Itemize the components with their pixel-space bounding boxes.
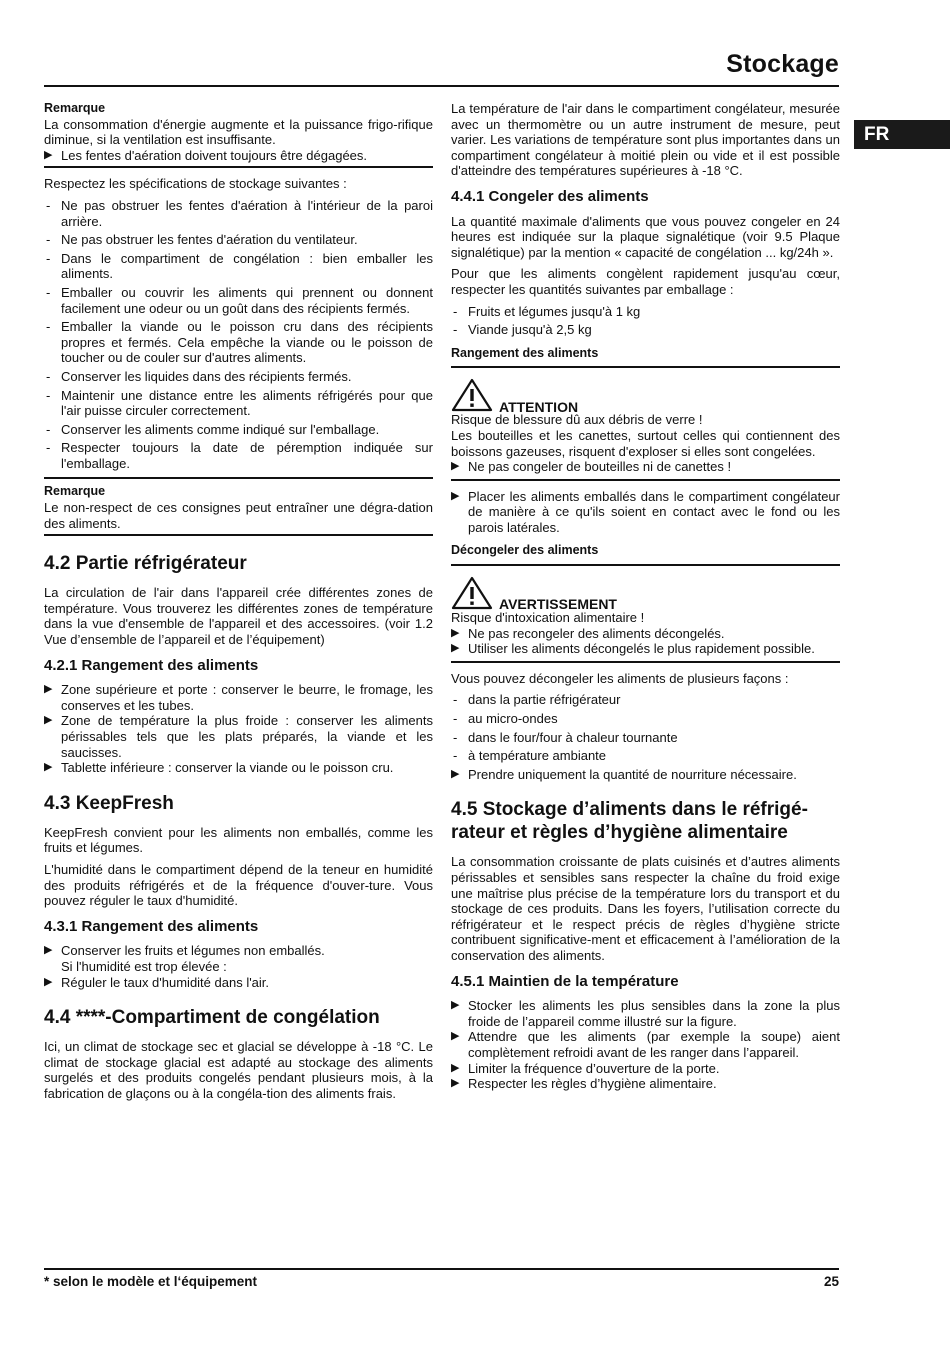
heading-4-4-1: 4.4.1 Congeler des aliments xyxy=(451,187,649,205)
list-item: ▶ Limiter la fréquence d’ouverture de la porte. xyxy=(451,1061,840,1077)
warning-title: ATTENTION xyxy=(499,398,579,415)
header-rule xyxy=(44,85,839,87)
note-ventilation xyxy=(44,101,433,168)
thaw-methods-list xyxy=(451,692,840,763)
list-item: - Conserver les aliments comme indiqué sur l'emballage. xyxy=(44,422,433,438)
paragraph: La température de l'air dans le compartiment congélateur, mesurée avec un thermomètre ou un autre instrument de mesure, peut varier. Les variations de température sont plus importantes dans un compartiment congélateur à moitié plein ou vide et il est possible d'atteindre des températures supérieures à -18 °C. xyxy=(451,101,840,179)
list-item: - Dans le compartiment de congélation : bien emballer les aliments. xyxy=(44,251,433,282)
paragraph: L'humidité dans le compartiment dépend de la teneur en humidité des produits réfrigérés et de la fréquence d'ouver-ture. Vous pouvez réguler le taux d'humidité. xyxy=(44,861,433,909)
list-item: ▶ Ne pas recongeler des aliments décongelés. xyxy=(451,626,840,642)
right-column xyxy=(451,101,840,1098)
warning-text: Risque d'intoxication alimentaire ! xyxy=(451,610,645,626)
list-item: ▶ Placer les aliments emballés dans le compartiment congélateur de manière à ce qu'ils soient en contact avec le fond ou les parois latérales. xyxy=(451,489,840,536)
list-item: ▶ Stocker les aliments les plus sensibles dans la zone la plus froide de l’appareil comme illustré sur la figure. xyxy=(451,998,840,1029)
note-text: Le non-respect de ces consignes peut entraîner une dégra-dation des aliments. xyxy=(44,500,433,531)
heading-4-3: 4.3 KeepFresh xyxy=(44,792,174,814)
warning-actions xyxy=(451,626,840,657)
list-item: ▶ Prendre uniquement la quantité de nourriture nécessaire. xyxy=(451,767,840,783)
list-item: ▶ Zone de température la plus froide : conserver les aliments périssables tels que les plats préparés, la viande et les saucisses. xyxy=(44,713,433,760)
heading-4-5: 4.5 Stockage d’aliments dans le réfrigé-rateur et règles d’hygiène alimentaire xyxy=(451,799,808,844)
paragraph: Pour que les aliments congèlent rapidement jusqu'au cœur, respecter les quantités suivantes par emballage : xyxy=(451,266,840,297)
paragraph: La consommation croissante de plats cuisinés et d’autres aliments périssables et sensibles sans respecter la chaîne du froid exige une maîtrise plus précise de la température lors du transport et du stockage de ces produits. Dans les foyers, l’utilisation correcte du réfrigérateur et le respect précis de règles d’hygiène stricte contribuent significative-ment et efficacement à l’amélioration de la conservation des aliments. xyxy=(451,854,840,963)
note-action-list xyxy=(44,148,433,164)
list-item: - Ne pas obstruer les fentes d'aération du ventilateur. xyxy=(44,232,433,248)
avertissement-box xyxy=(451,572,840,663)
list-item: ▶ Ne pas congeler de bouteilles ni de canettes ! xyxy=(451,459,840,475)
page-title: Stockage xyxy=(726,50,839,78)
subheading-rangement: Rangement des aliments xyxy=(451,346,840,369)
attention-box xyxy=(451,374,840,480)
list-item: ▶ Utiliser les aliments décongelés le plus rapidement possible. xyxy=(451,641,840,657)
heading-4-4: 4.4 ****-Compartiment de congélation xyxy=(44,1007,380,1029)
list-item: - dans le four/four à chaleur tournante xyxy=(451,730,840,746)
paragraph: KeepFresh convient pour les aliments non emballés, comme les fruits et légumes. xyxy=(44,824,433,856)
specs-list xyxy=(44,198,433,472)
language-tab: FR xyxy=(854,120,950,149)
footer-note: * selon le modèle et l‘équipement xyxy=(44,1274,258,1289)
heading-4-3-1: 4.3.1 Rangement des aliments xyxy=(44,917,259,935)
heading-4-2: 4.2 Partie réfrigérateur xyxy=(44,553,247,575)
warning-triangle-icon xyxy=(451,378,493,412)
page-number: 25 xyxy=(823,1274,839,1289)
list-item: ▶ Réguler le taux d'humidité dans l'air. xyxy=(44,975,433,991)
warning-triangle-icon xyxy=(451,576,493,610)
list-item: ▶ Zone supérieure et porte : conserver le beurre, le fromage, les conserves et les tubes. xyxy=(44,682,433,713)
temperature-list xyxy=(451,998,840,1092)
footer-rule xyxy=(44,1268,839,1270)
list-item: - Emballer ou couvrir les aliments qui prennent ou donnent facilement une odeur ou un goût dans des récipients fermés. xyxy=(44,285,433,316)
list-item: ▶ Attendre que les aliments (par exemple la soupe) aient complètement refroidi avant de les ranger dans l’appareil. xyxy=(451,1029,840,1060)
list-item: ▶ Conserver les fruits et légumes non emballés. xyxy=(44,943,433,959)
note-label: Remarque xyxy=(44,101,106,115)
note-label: Remarque xyxy=(44,484,106,499)
left-column xyxy=(44,101,433,1108)
warning-text: Les bouteilles et les canettes, surtout celles qui contiennent des boissons gazeuses, risquent d'exploser si elles sont congelées. xyxy=(451,427,840,459)
note-degradation xyxy=(44,477,433,536)
keepfresh-list xyxy=(44,943,433,959)
list-item: - Conserver les liquides dans des récipients fermés. xyxy=(44,369,433,385)
note-text: La consommation d'énergie augmente et la puissance frigo-rifique diminue, si la ventilation est insuffisante. xyxy=(44,116,433,148)
list-item: - Fruits et légumes jusqu'à 1 kg xyxy=(451,304,840,320)
list-item: - au micro-ondes xyxy=(451,711,840,727)
placement-list xyxy=(451,489,840,536)
quantity-list xyxy=(451,304,840,338)
note-action: ▶ Les fentes d'aération doivent toujours être dégagées. xyxy=(44,148,433,164)
warning-title: AVERTISSEMENT xyxy=(499,596,617,613)
thaw-action-list xyxy=(451,767,840,783)
subheading-decongeler: Décongeler des aliments xyxy=(451,543,840,566)
warning-text: Risque de blessure dû aux débris de verre ! xyxy=(451,412,703,428)
paragraph: La quantité maximale d'aliments que vous pouvez congeler en 24 heures est indiquée sur la plaque signalétique (voir 9.5 Plaque signalétique) par la mention « capacité de congélation ... kg/24h ». xyxy=(451,213,840,260)
heading-4-2-1: 4.2.1 Rangement des aliments xyxy=(44,656,259,674)
list-item: - Respecter toujours la date de péremption indiquée sur l'emballage. xyxy=(44,440,433,471)
list-item: - Viande jusqu'à 2,5 kg xyxy=(451,322,840,338)
list-item: ▶ Tablette inférieure : conserver la viande ou le poisson cru. xyxy=(44,760,433,776)
list-item: ▶ Respecter les règles d’hygiène alimentaire. xyxy=(451,1076,840,1092)
list-item: - Ne pas obstruer les fentes d'aération à l'intérieur de la paroi arrière. xyxy=(44,198,433,229)
condition-text: Si l'humidité est trop élevée : xyxy=(61,958,227,974)
list-item: - Emballer la viande ou le poisson cru dans des récipients propres et fermés. Cela empêche la viande ou le poisson de toucher ou de couler sur d'autres aliments. xyxy=(44,319,433,366)
list-item: - dans la partie réfrigérateur xyxy=(451,692,840,708)
paragraph: Ici, un climat de stockage sec et glacial se développe à -18 °C. Le climat de stockage glacial est adapté au stockage des aliments surgelés et des produits congelés pendant plusieurs mois, à la fabrication de glaçons ou à la congéla-tion des aliments frais. xyxy=(44,1039,433,1101)
paragraph: Vous pouvez décongeler les aliments de plusieurs façons : xyxy=(451,670,789,686)
storage-zones-list xyxy=(44,682,433,776)
warning-actions xyxy=(451,459,840,475)
list-item: - à température ambiante xyxy=(451,748,840,764)
keepfresh-list-2 xyxy=(44,975,433,991)
paragraph: La circulation de l'air dans l'appareil crée différentes zones de température. Vous trouverez les différentes zones de température dans la vue d'ensemble de l'appareil et des accessoires. (voir 1.2 Vue d’ensemble de l’appareil et de l’équipement) xyxy=(44,585,433,648)
heading-4-5-1: 4.5.1 Maintien de la température xyxy=(451,972,679,990)
specs-intro: Respectez les spécifications de stockage suivantes : xyxy=(44,176,347,192)
list-item: - Maintenir une distance entre les aliments réfrigérés pour que l'air puisse circuler correctement. xyxy=(44,388,433,419)
